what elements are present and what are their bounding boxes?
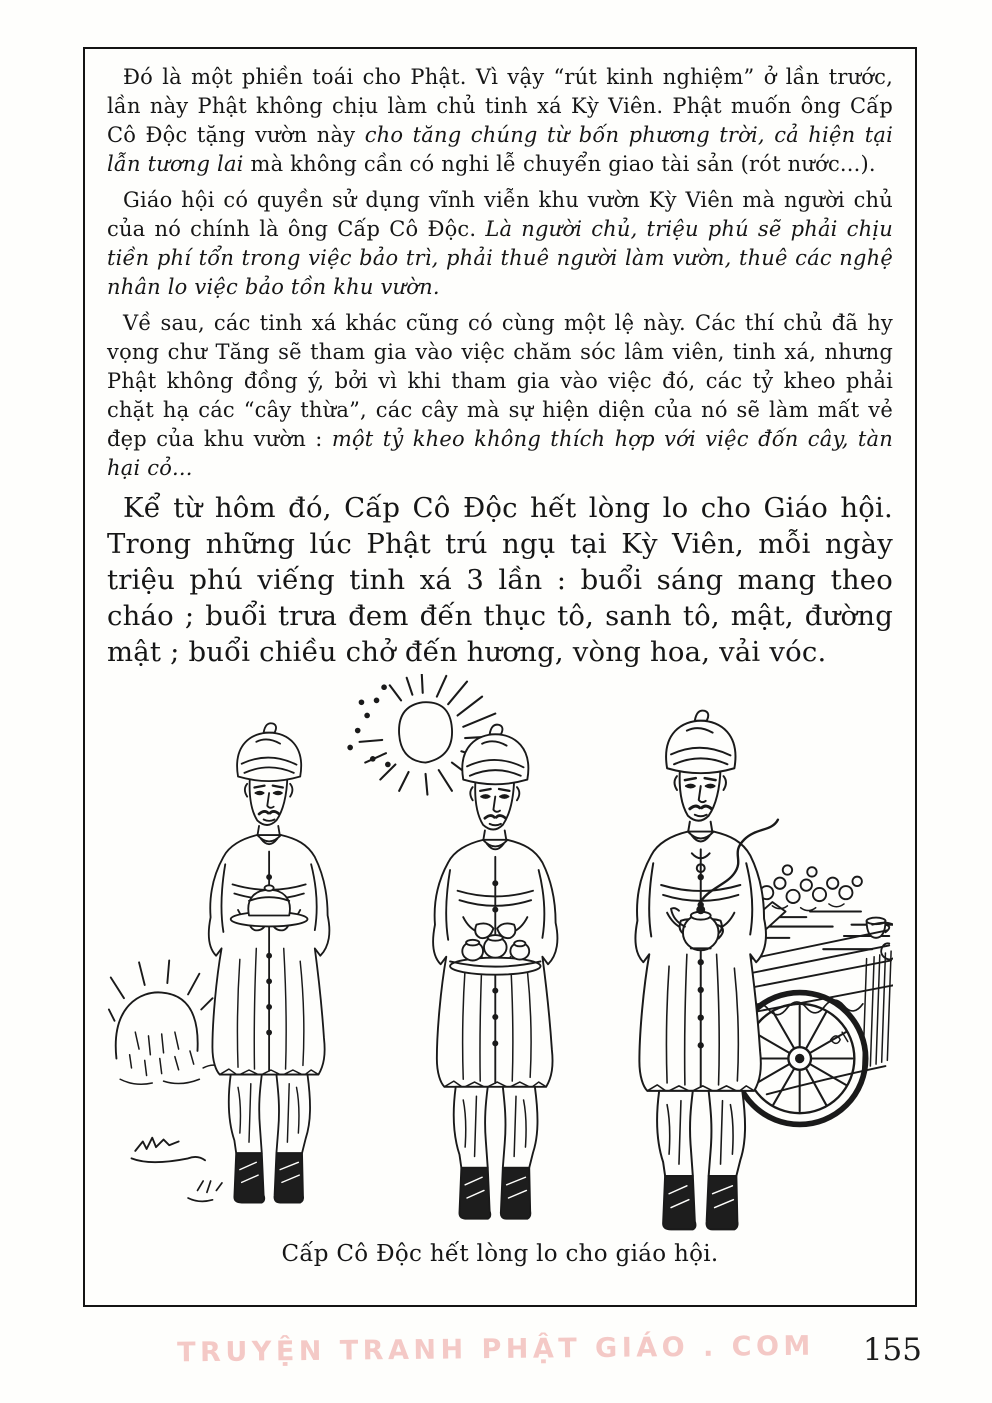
illustration (107, 674, 893, 1239)
text-block (107, 63, 893, 670)
artist-signature (132, 1138, 206, 1163)
watermark: TRUYỆN TRANH PHẬT GIÁO . COM (177, 1330, 815, 1369)
paragraph: Về sau, các tinh xá khác cũng có cùng một lệ này. Các thí chủ đã hy vọng chư Tăng sẽ tham gia vào việc chăm sóc lâm viên, tinh xá, nhưng Phật không đồng ý, bởi vì khi tham gia vào việc đó, các tỷ kheo phải chặt hạ các “cây thừa”, các cây mà sự hiện diện của nó sẽ làm mất vẻ đẹp của khu vườn : một tỷ kheo không thích hợp với việc đốn cây, tàn hại cỏ... (107, 311, 894, 480)
offering-man-evening (635, 711, 777, 1230)
offering-man-morning (209, 723, 330, 1202)
content-frame (83, 47, 917, 1307)
morning-sun-icon (109, 960, 222, 1084)
page-number: 155 (862, 1332, 922, 1368)
illustration-drawing (107, 674, 893, 1239)
paragraph: Giáo hội có quyền sử dụng vĩnh viễn khu vườn Kỳ Viên mà người chủ của nó chính là ông Cấp Cô Độc. Là người chủ, triệu phú sẽ phải chịu tiền phí tổn trong việc bảo trì, phải thuê người làm vườn, thuê các nghệ nhân lo việc bảo tồn khu vườn. (107, 188, 893, 299)
paragraph: Kể từ hôm đó, Cấp Cô Độc hết lòng lo cho Giáo hội. Trong những lúc Phật trú ngụ tại Kỳ Viên, mỗi ngày triệu phú viếng tinh xá 3 lần : buổi sáng mang theo cháo ; buổi trưa đem đến thục tô, sanh tô, mật, đường mật ; buổi chiều chở đến hương, vòng hoa, vải vóc. (107, 492, 893, 668)
paragraph: Đó là một phiền toái cho Phật. Vì vậy “rút kinh nghiệm” ở lần trước, lần này Phật không chịu làm chủ tinh xá Kỳ Viên. Phật muốn ông Cấp Cô Độc tặng vườn này cho tăng chúng từ bốn phương trời, cả hiện tại lẫn tương lai mà không cần có nghi lễ chuyển giao tài sản (rót nước...). (107, 65, 893, 176)
offering-man-noon (433, 725, 557, 1219)
illustration-caption: Cấp Cô Độc hết lòng lo cho giáo hội. (281, 1241, 719, 1268)
